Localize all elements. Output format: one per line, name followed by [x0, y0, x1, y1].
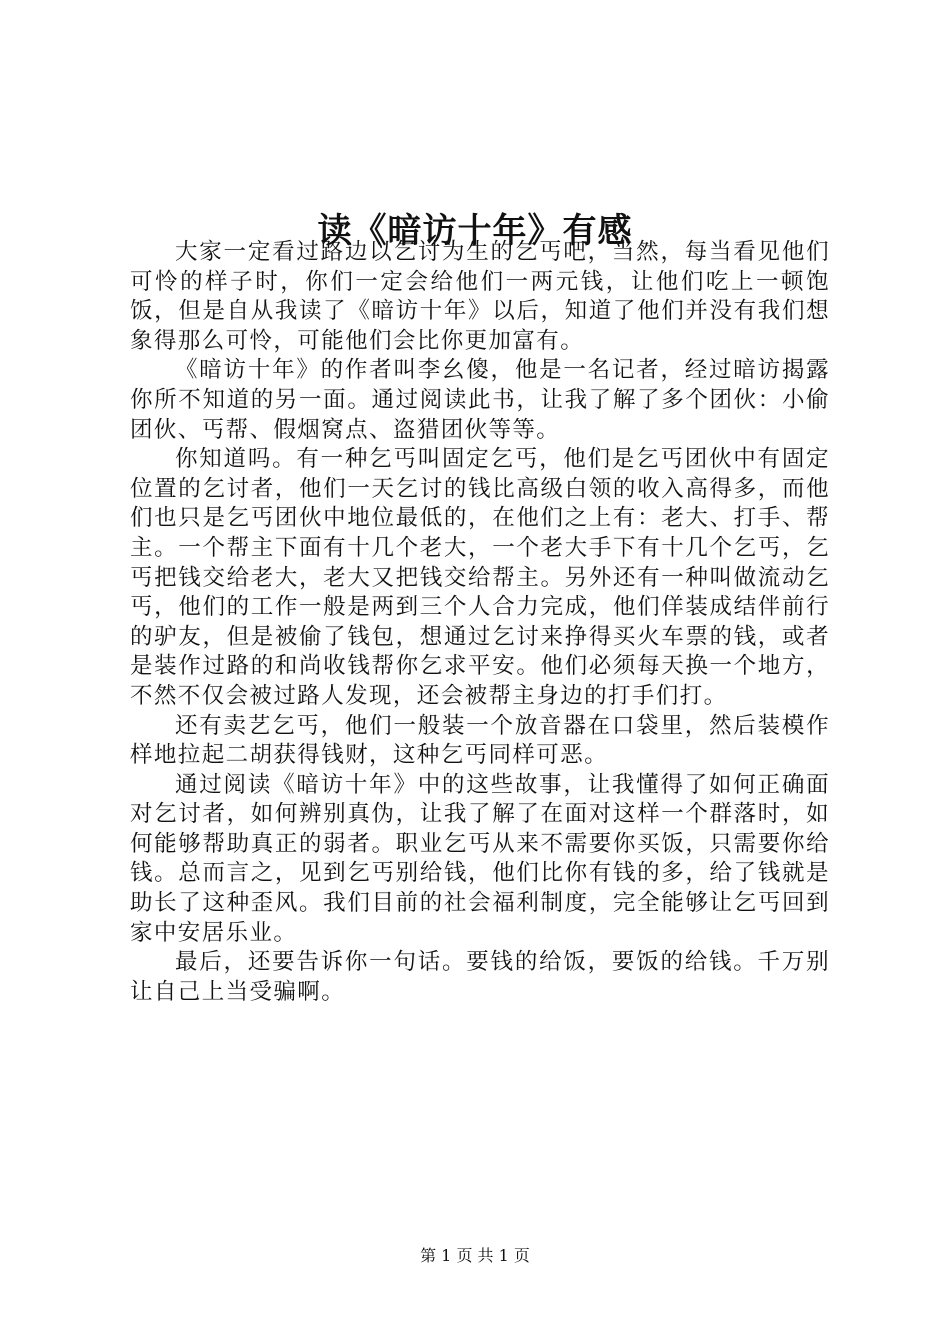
page-number-footer: 第 1 页 共 1 页 — [420, 1246, 530, 1265]
paragraph-6: 最后，还要告诉你一句话。要钱的给饭，要饭的给钱。千万别让自己上当受骗啊。 — [130, 949, 830, 1005]
paragraph-3: 你知道吗。有一种乞丐叫固定乞丐，他们是乞丐团伙中有固定位置的乞讨者，他们一天乞讨的钱比高级白领的收入高得多，而他们也只是乞丐团伙中地位最低的，在他们之上有：老大、打手、帮主。一个帮主下面有十几个老大，一个老大手下有十几个乞丐，乞丐把钱交给老大，老大又把钱交给帮主。另外还有一种叫做流动乞丐，他们的工作一般是两到三个人合力完成，他们佯装成结伴前行的驴友，但是被偷了钱包，想通过乞讨来挣得买火车票的钱，或者是装作过路的和尚收钱帮你乞求平安。他们必须每天换一个地方，不然不仅会被过路人发现，还会被帮主身边的打手们打。 — [130, 446, 830, 709]
paragraph-4: 还有卖艺乞丐，他们一般装一个放音器在口袋里，然后装模作样地拉起二胡获得钱财，这种乞丐同样可恶。 — [130, 712, 830, 769]
paragraph-5: 通过阅读《暗访十年》中的这些故事，让我懂得了如何正确面对乞讨者，如何辨别真伪，让我了解了在面对这样一个群落时，如何能够帮助真正的弱者。职业乞丐从来不需要你买饭，只需要你给钱。总而言之，见到乞丐别给钱，他们比你有钱的多，给了钱就是助长了这种歪风。我们目前的社会福利制度，完全能够让乞丐回到家中安居乐业。 — [130, 771, 830, 946]
paragraph-1: 大家一定看过路边以乞讨为生的乞丐吧，当然，每当看见他们可怜的样子时，你们一定会给他们一两元钱，让他们吃上一顿饱饭，但是自从我读了《暗访十年》以后，知道了他们并没有我们想象得那么可怜，可能他们会比你更加富有。 — [130, 239, 830, 354]
paragraph-2: 《暗访十年》的作者叫李幺傻，他是一名记者，经过暗访揭露你所不知道的另一面。通过阅读此书，让我了解了多个团伙：小偷团伙、丐帮、假烟窝点、盗猎团伙等等。 — [130, 357, 830, 443]
document-title: 读《暗访十年》有感 — [317, 210, 633, 251]
document-body — [130, 238, 830, 1007]
